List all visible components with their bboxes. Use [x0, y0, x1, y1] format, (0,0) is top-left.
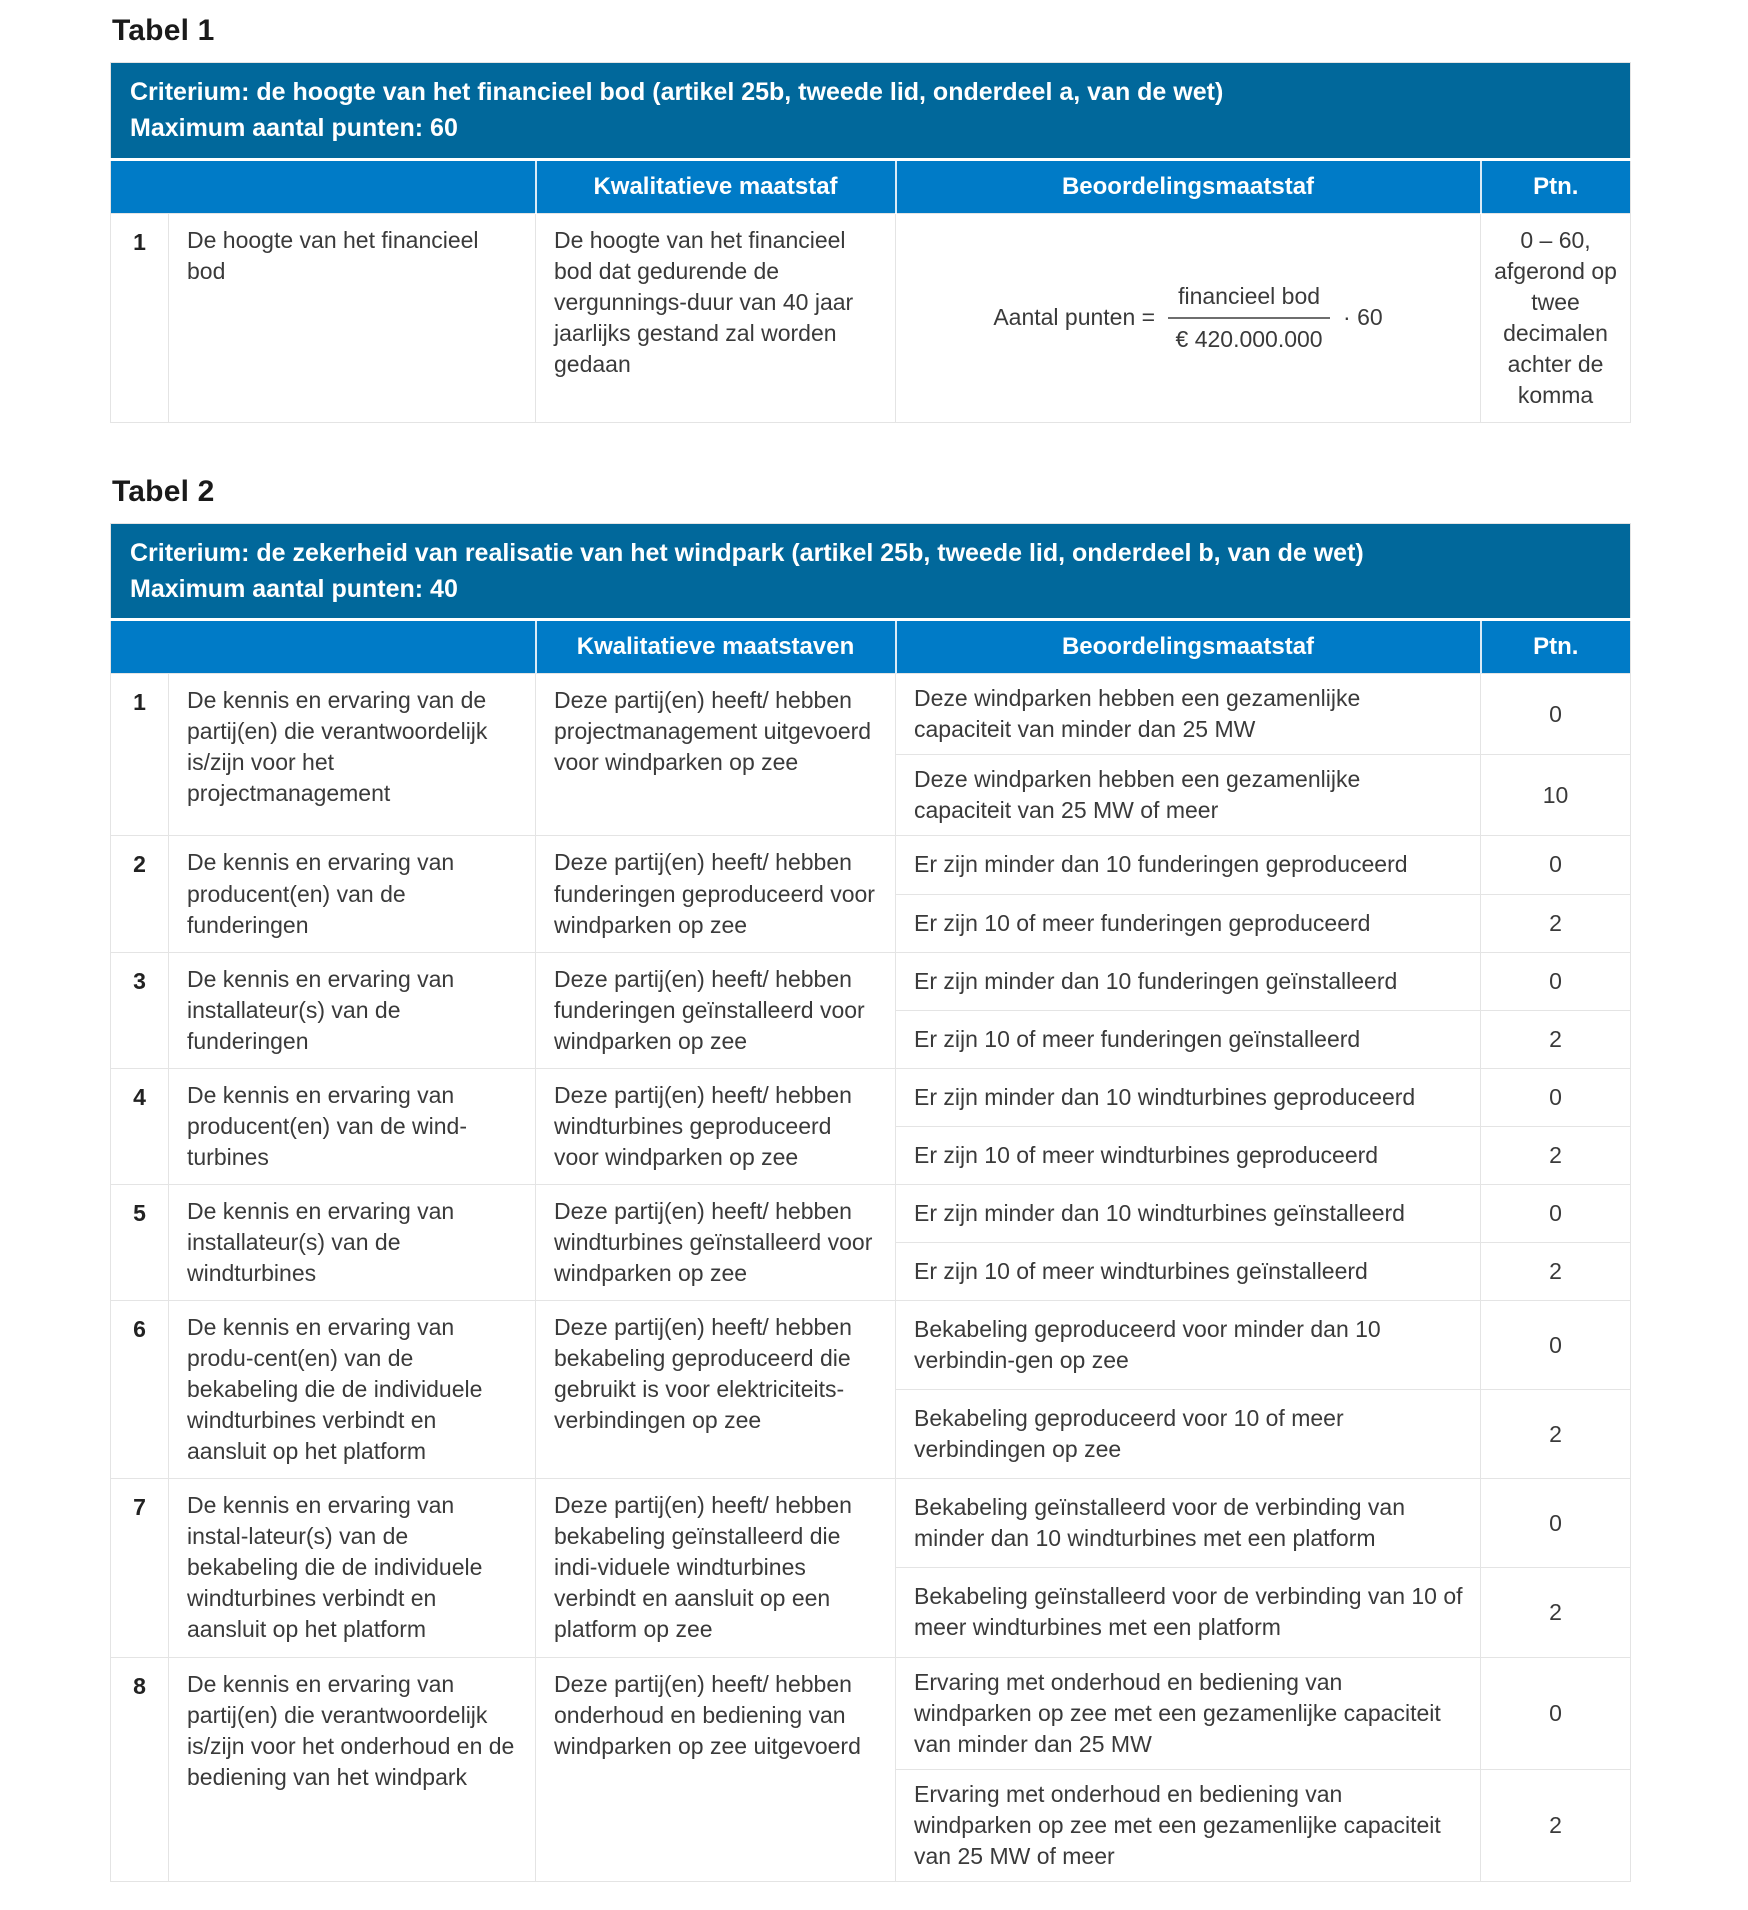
- tabel2-header-kwalitatieve-maatstaven: Kwalitatieve maatstaven: [536, 620, 896, 674]
- row-beoordelingsmaatstaf: Ervaring met onderhoud en bediening van windparken op zee met een gezamenlijke capaciteit van 25 MW of meer: [896, 1769, 1481, 1881]
- row-punten: 2: [1481, 1769, 1631, 1881]
- tabel2-row: [111, 1301, 1631, 1390]
- tabel1-criterium-line: Criterium: de hoogte van het financieel bod (artikel 25b, tweede lid, onderdeel a, van de wet): [130, 78, 1224, 106]
- row-beoordelingsmaatstaf: Er zijn minder dan 10 funderingen geproduceerd: [896, 836, 1481, 894]
- row-punten: 0: [1481, 1068, 1631, 1126]
- row-beoordelingsmaatstaf: Bekabeling geïnstalleerd voor de verbinding van minder dan 10 windturbines met een platform: [896, 1479, 1481, 1568]
- tabel2-row: [111, 836, 1631, 894]
- tabel2-row: [111, 674, 1631, 755]
- row-punten: 0: [1481, 836, 1631, 894]
- tabel2-column-header-row: [111, 620, 1631, 674]
- row-criterion: De kennis en ervaring van installateur(s) van de funderingen: [169, 952, 536, 1068]
- row-number: 7: [111, 1479, 169, 1657]
- row-criterion: De kennis en ervaring van instal-lateur(s) van de bekabeling die de individuele windturbines verbindt en aansluit op het platform: [169, 1479, 536, 1657]
- row-beoordelingsmaatstaf: Bekabeling geproduceerd voor 10 of meer verbindingen op zee: [896, 1390, 1481, 1479]
- tabel1-header-ptn: Ptn.: [1481, 159, 1631, 213]
- row-kwalitatieve-maatstaf: Deze partij(en) heeft/ hebben projectmanagement uitgevoerd voor windparken op zee: [536, 674, 896, 836]
- row-number: 4: [111, 1068, 169, 1184]
- row-criterion: De kennis en ervaring van producent(en) van de wind-turbines: [169, 1068, 536, 1184]
- row-number: 1: [111, 213, 169, 422]
- tabel1-heading: Tabel 1: [112, 14, 215, 47]
- formula-suffix: · 60: [1343, 304, 1383, 331]
- tabel2-body: [111, 523, 1631, 1881]
- tabel2-criterium-banner: [111, 523, 1631, 620]
- tabel2-header-beoordelingsmaatstaf: Beoordelingsmaatstaf: [896, 620, 1481, 674]
- tabel1-banner-row: [111, 63, 1631, 160]
- row-beoordelingsmaatstaf: Bekabeling geïnstalleerd voor de verbinding van 10 of meer windturbines met een platform: [896, 1568, 1481, 1657]
- tabel1: [110, 62, 1631, 423]
- row-kwalitatieve-maatstaf: Deze partij(en) heeft/ hebben bekabeling geïnstalleerd die indi-viduele windturbines verbindt en aansluit op een platform op zee: [536, 1479, 896, 1657]
- row-punten: 0: [1481, 1301, 1631, 1390]
- row-kwalitatieve-maatstaf: Deze partij(en) heeft/ hebben funderingen geïnstalleerd voor windparken op zee: [536, 952, 896, 1068]
- row-punten: 0: [1481, 1184, 1631, 1242]
- formula-prefix: Aantal punten =: [993, 304, 1156, 331]
- row-criterion: De kennis en ervaring van produ-cent(en) van de bekabeling die de individuele windturbines verbindt en aansluit op het platform: [169, 1301, 536, 1479]
- tabel2-row: [111, 1657, 1631, 1769]
- tabel2-row: [111, 1068, 1631, 1126]
- tabel1-body: [111, 63, 1631, 423]
- row-number: 5: [111, 1184, 169, 1300]
- row-beoordelingsmaatstaf: Er zijn 10 of meer windturbines geïnstalleerd: [896, 1242, 1481, 1300]
- row-beoordelingsmaatstaf: Bekabeling geproduceerd voor minder dan 10 verbindin-gen op zee: [896, 1301, 1481, 1390]
- tabel1-row: [111, 213, 1631, 422]
- row-criterion: De kennis en ervaring van producent(en) van de funderingen: [169, 836, 536, 952]
- row-punten-range: 0 – 60, afgerond op twee decimalen achter de komma: [1481, 213, 1631, 422]
- row-beoordelingsmaatstaf: Er zijn minder dan 10 funderingen geïnstalleerd: [896, 952, 1481, 1010]
- row-punten: 0: [1481, 1479, 1631, 1568]
- row-number: 3: [111, 952, 169, 1068]
- tabel1-criterium-banner: [111, 63, 1631, 160]
- row-punten: 10: [1481, 755, 1631, 836]
- row-punten: 0: [1481, 952, 1631, 1010]
- row-beoordelingsmaatstaf: Er zijn minder dan 10 windturbines geproduceerd: [896, 1068, 1481, 1126]
- row-punten: 0: [1481, 1657, 1631, 1769]
- row-criterion: De hoogte van het financieel bod: [169, 213, 536, 422]
- row-beoordelingsmaatstaf: Deze windparken hebben een gezamenlijke capaciteit van 25 MW of meer: [896, 755, 1481, 836]
- tabel2: [110, 523, 1631, 1882]
- row-beoordelingsmaatstaf: Er zijn 10 of meer funderingen geproduceerd: [896, 894, 1481, 952]
- row-kwalitatieve-maatstaf: De hoogte van het financieel bod dat gedurende de vergunnings-duur van 40 jaar jaarlijks gestand zal worden gedaan: [536, 213, 896, 422]
- row-beoordelingsmaatstaf: Deze windparken hebben een gezamenlijke capaciteit van minder dan 25 MW: [896, 674, 1481, 755]
- row-punten: 2: [1481, 1126, 1631, 1184]
- tabel2-row: [111, 1184, 1631, 1242]
- tabel2-header-empty: [111, 620, 536, 674]
- tabel2-row: [111, 952, 1631, 1010]
- row-punten: 2: [1481, 1010, 1631, 1068]
- row-criterion: De kennis en ervaring van de partij(en) die verantwoordelijk is/zijn voor het projectmanagement: [169, 674, 536, 836]
- tabel2-heading: Tabel 2: [112, 474, 215, 508]
- row-beoordelingsmaatstaf-formula: [896, 213, 1481, 422]
- row-punten: 0: [1481, 674, 1631, 755]
- row-kwalitatieve-maatstaf: Deze partij(en) heeft/ hebben windturbines geïnstalleerd voor windparken op zee: [536, 1184, 896, 1300]
- row-number: 8: [111, 1657, 169, 1881]
- tabel1-column-header-row: [111, 159, 1631, 213]
- row-kwalitatieve-maatstaf: Deze partij(en) heeft/ hebben funderingen geproduceerd voor windparken op zee: [536, 836, 896, 952]
- row-criterion: De kennis en ervaring van partij(en) die verantwoordelijk is/zijn voor het onderhoud en de bediening van het windpark: [169, 1657, 536, 1881]
- row-beoordelingsmaatstaf: Ervaring met onderhoud en bediening van windparken op zee met een gezamenlijke capaciteit van minder dan 25 MW: [896, 1657, 1481, 1769]
- row-number: 6: [111, 1301, 169, 1479]
- row-beoordelingsmaatstaf: Er zijn 10 of meer funderingen geïnstalleerd: [896, 1010, 1481, 1068]
- tabel1-header-kwalitatieve-maatstaf: Kwalitatieve maatstaf: [536, 159, 896, 213]
- row-number: 1: [111, 674, 169, 836]
- points-formula: [993, 281, 1382, 355]
- row-criterion: De kennis en ervaring van installateur(s) van de windturbines: [169, 1184, 536, 1300]
- row-punten: 2: [1481, 894, 1631, 952]
- row-number: 2: [111, 836, 169, 952]
- tabel1-max-punten-line: Maximum aantal punten: 60: [130, 114, 458, 143]
- formula-fraction: [1168, 281, 1330, 355]
- tabel2-criterium-line: Criterium: de zekerheid van realisatie van het windpark (artikel 25b, tweede lid, onderdeel b, van de wet): [130, 538, 1364, 567]
- tabel1-header-empty: [111, 159, 536, 213]
- row-kwalitatieve-maatstaf: Deze partij(en) heeft/ hebben onderhoud en bediening van windparken op zee uitgevoerd: [536, 1657, 896, 1881]
- tabel2-header-ptn: Ptn.: [1481, 620, 1631, 674]
- formula-numerator: financieel bod: [1168, 281, 1330, 319]
- formula-denominator: € 420.000.000: [1175, 325, 1323, 352]
- tabel1-header-beoordelingsmaatstaf: Beoordelingsmaatstaf: [896, 159, 1481, 213]
- row-kwalitatieve-maatstaf: Deze partij(en) heeft/ hebben bekabeling geproduceerd die gebruikt is voor elektriciteits-verbindingen op zee: [536, 1301, 896, 1479]
- row-punten: 2: [1481, 1568, 1631, 1657]
- row-punten: 2: [1481, 1390, 1631, 1479]
- row-punten: 2: [1481, 1242, 1631, 1300]
- tabel2-banner-row: [111, 523, 1631, 620]
- tabel2-max-punten-line: Maximum aantal punten: 40: [130, 575, 458, 604]
- row-beoordelingsmaatstaf: Er zijn 10 of meer windturbines geproduceerd: [896, 1126, 1481, 1184]
- row-kwalitatieve-maatstaf: Deze partij(en) heeft/ hebben windturbines geproduceerd voor windparken op zee: [536, 1068, 896, 1184]
- row-beoordelingsmaatstaf: Er zijn minder dan 10 windturbines geïnstalleerd: [896, 1184, 1481, 1242]
- tabel2-row: [111, 1479, 1631, 1568]
